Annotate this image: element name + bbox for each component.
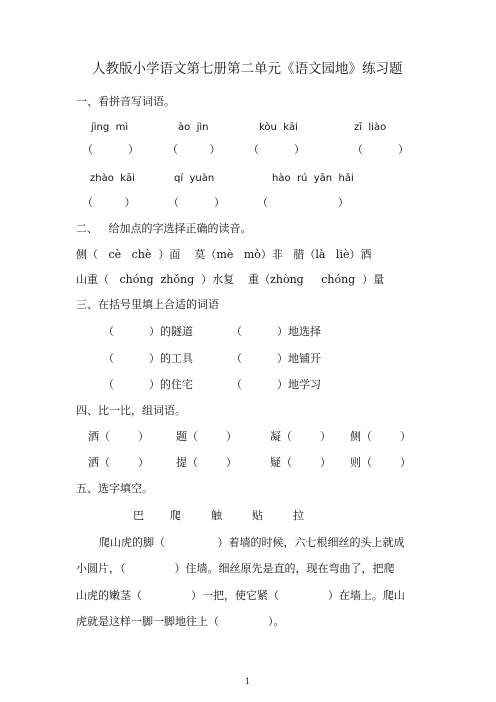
phrase-3[interactable]: （ ）的工具 (103, 352, 193, 365)
phrase-6[interactable]: （ ）地学习 (231, 378, 321, 391)
compare-3[interactable]: 凝（ ） (270, 430, 331, 443)
option-4: 贴 (252, 509, 263, 522)
phrase-1[interactable]: （ ）的隧道 (103, 325, 193, 338)
compare-4[interactable]: 侧（ ） (350, 430, 411, 443)
section-2-line-1: 侧（ cè chè ）面 莫（mè mò）非 腊（là liè）酒 (76, 248, 372, 261)
page-number: 1 (245, 677, 251, 686)
compare-7[interactable]: 疑（ ） (270, 456, 331, 469)
compare-6[interactable]: 提（ ） (176, 456, 237, 469)
paragraph-line-1: 爬山虎的脚（ ）着墙的时候，六七根细丝的头上就成 (99, 536, 405, 549)
pinyin-4: zī liào (354, 122, 387, 133)
blank-5[interactable]: （ ） (82, 196, 136, 209)
compare-8[interactable]: 则（ ） (350, 456, 411, 469)
option-5: 拉 (293, 509, 304, 522)
pinyin-6: qí yuàn (174, 173, 215, 184)
section-3-heading: 三、在括号里填上合适的词语 (76, 298, 219, 311)
option-1: 巴 (133, 509, 144, 522)
section-1-heading: 一、看拼音写词语。 (76, 95, 175, 108)
compare-2[interactable]: 题（ ） (176, 430, 237, 443)
section-5-heading: 五、选字填空。 (76, 482, 153, 495)
option-2: 爬 (170, 509, 181, 522)
paragraph-line-3: 山虎的嫩茎（ ）一把，使它紧（ ）在墙上。爬山 (76, 589, 405, 602)
page-title: 人教版小学语文第七册第二单元《语文园地》练习题 (92, 61, 403, 77)
blank-7[interactable]: （ ） (257, 196, 349, 209)
pinyin-2: ào jìn (178, 122, 209, 133)
pinyin-5: zhào kāi (90, 173, 135, 184)
pinyin-1: jìng mì (91, 122, 129, 133)
option-3: 触 (211, 509, 222, 522)
pinyin-7: hào rú yān hǎi (272, 173, 354, 184)
section-2-line-2: 山重（ chóng zhǒng ）水复 重（zhòng chóng ）量 (76, 273, 385, 286)
compare-1[interactable]: 洒（ ） (88, 430, 149, 443)
blank-2[interactable]: （ ） (167, 143, 221, 156)
paragraph-line-4: 虎就是这样一脚一脚地往上（ ）。 (76, 615, 285, 628)
section-4-heading: 四、比一比，组词语。 (76, 404, 186, 417)
blank-1[interactable]: （ ） (82, 143, 139, 156)
blank-6[interactable]: （ ） (168, 196, 225, 209)
blank-3[interactable]: （ ） (248, 143, 305, 156)
section-2-heading: 二、 给加点的字选择正确的读音。 (76, 222, 252, 235)
compare-5[interactable]: 洒（ ） (88, 456, 149, 469)
blank-4[interactable]: （ ） (352, 143, 409, 156)
paragraph-line-2: 小圆片，（ ）住墙。细丝原先是直的，现在弯曲了，把爬 (76, 562, 395, 575)
phrase-5[interactable]: （ ）的住宅 (103, 378, 193, 391)
pinyin-3: kòu kāi (259, 122, 298, 133)
phrase-2[interactable]: （ ）地选择 (231, 325, 321, 338)
phrase-4[interactable]: （ ）地铺开 (231, 352, 321, 365)
